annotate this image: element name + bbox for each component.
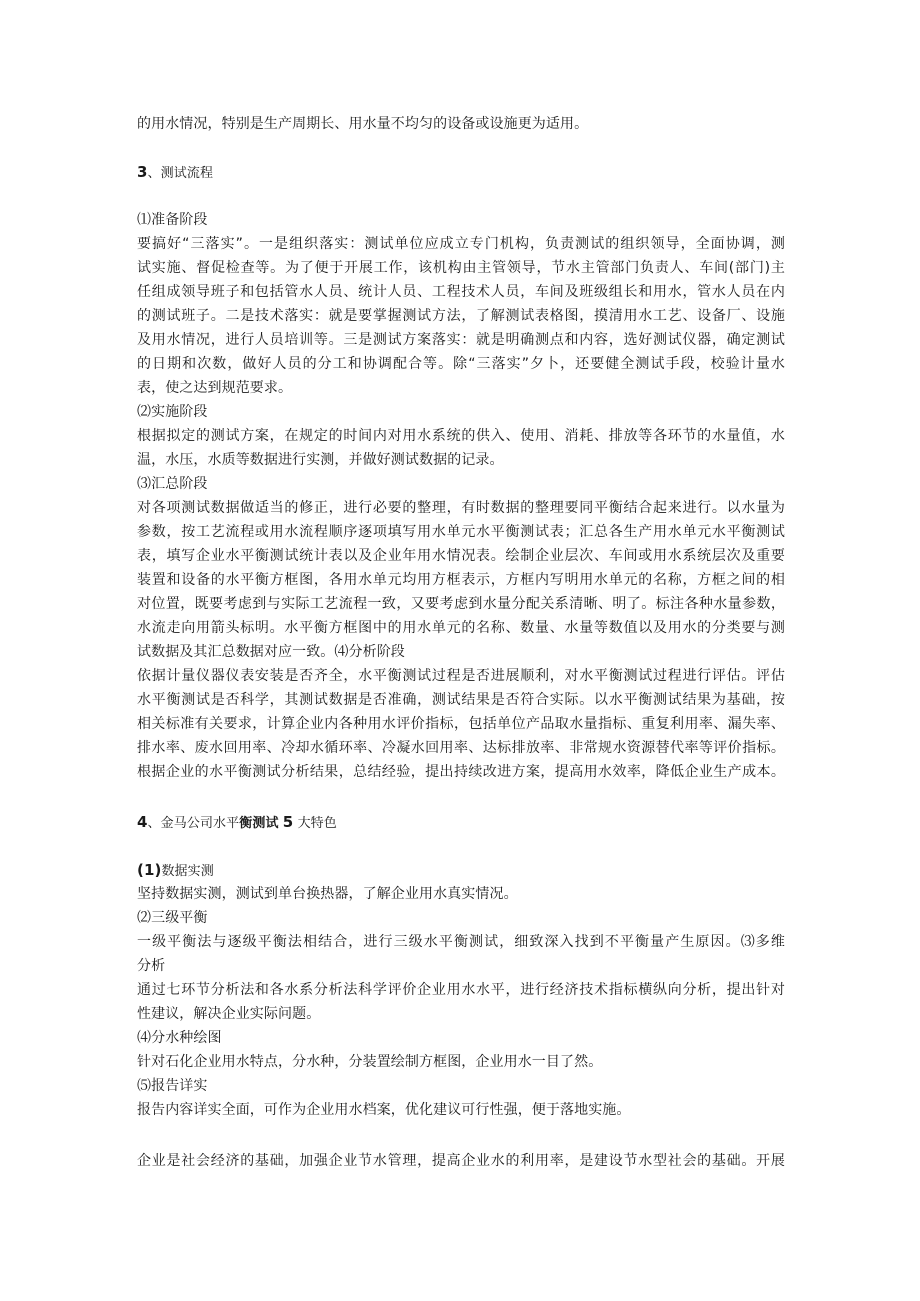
section-4-title-num: 5 [282,813,294,831]
section-3-heading [137,164,213,182]
stage-3-line: 装置和设备的水平衡方框图，各用水单元均用方框表示，方框内写明用水单元的名称，方框之间的相 [137,572,785,588]
stage-3-heading: ⑶汇总阶段 [137,476,208,492]
stage-4-line: 相关标准有关要求，计算企业内各种用水评价指标，包括单位产品取水量指标、重复利用率、漏失率、 [137,716,785,732]
stage-2-line: 温，水压，水质等数据进行实测，并做好测试数据的记录。 [137,452,504,468]
section-3-number: 3 [137,163,148,181]
feature-5-line: 报告内容详实全面，可作为企业用水档案，优化建议可行性强，便于落地实施。 [137,1102,631,1118]
stage-3-line: 对位置，既要考虑到与实际工艺流程一致，又要考虑到水量分配关系清晰、明了。标注各种水量参数， [137,596,785,612]
feature-3-line: 性建议，解决企业实际问题。 [137,1006,321,1022]
stage-4-line: 根据企业的水平衡测试分析结果，总结经验，提出持续改进方案，提高用水效率，降低企业生产成本。 [137,764,785,780]
feature-1-mark: (1) [137,861,162,879]
section-4-title-b: 衡测试 [239,816,279,831]
stage-3-line: 对各项测试数据做适当的修正，进行必要的整理，有时数据的整理要同平衡结合起来进行。以水量为 [137,500,785,516]
feature-2-heading: ⑵三级平衡 [137,910,208,926]
section-4-title-a: 、金马公司水平 [147,816,240,831]
stage-4-line: 排水率、废水回用率、冷却水循环率、冷凝水回用率、达标排放率、非常规水资源替代率等评价指标。 [137,740,785,756]
stage-2-heading: ⑵实施阶段 [137,404,208,420]
stage-4-line: 依据计量仪器仪表安装是否齐全，水平衡测试过程是否进展顺利，对水平衡测试过程进行评估。评估 [137,668,785,684]
stage-4-line: 水平衡测试是否科学，其测试数据是否准确，测试结果是否符合实际。以水平衡测试结果为基础，按 [137,692,785,708]
stage-3-line: 水流走向用箭头标明。水平衡方框图中的用水单元的名称、数量、水量等数值以及用水的分类要与测 [137,620,785,636]
stage-1-line: 任组成领导班子和包括管水人员、统计人员、工程技术人员，车间及班级组长和用水，管水人员在内 [137,284,785,300]
feature-3-heading: 分析 [137,958,166,974]
stage-1-line: 及用水情况，进行人员培训等。三是测试方案落实：就是明确测点和内容，选好测试仪器，确定测试 [137,332,785,348]
section-4-heading [137,814,337,832]
feature-2-line: 一级平衡法与逐级平衡法相结合，进行三级水平衡测试，细致深入找到不平衡量产生原因。⑶多维 [137,934,785,950]
stage-1-line: 要搞好“三落实”。一是组织落实：测试单位应成立专门机构，负责测试的组织领导，全面协调，测 [137,236,785,252]
feature-4-line: 针对石化企业用水特点，分水种，分装置绘制方框图，企业用水一目了然。 [137,1054,603,1070]
feature-1-heading [137,862,214,880]
section-4-title-c: 大特色 [297,816,337,831]
feature-3-line: 通过七环节分析法和各水系分析法科学评价企业用水水平，进行经济技术指标横纵向分析，提出针对 [137,982,785,998]
section-3-title: 、测试流程 [147,166,214,181]
feature-1-line: 坚持数据实测，测试到单台换热器，了解企业用水真实情况。 [137,886,518,902]
stage-1-line: 的日期和次数，做好人员的分工和协调配合等。除“三落实”夕卜，还要健全测试手段，校验计量水 [137,356,785,372]
stage-1-heading: ⑴准备阶段 [137,212,208,228]
stage-3-line: 参数，按工艺流程或用水流程顺序逐项填写用水单元水平衡测试表；汇总各生产用水单元水平衡测试 [137,524,785,540]
stage-2-line: 根据拟定的测试方案，在规定的时间内对用水系统的供入、使用、消耗、排放等各环节的水量值，水 [137,428,785,444]
stage-3-line: 试数据及其汇总数据对应一致。⑷分析阶段 [137,644,405,660]
feature-5-heading: ⑸报告详实 [137,1078,208,1094]
closing-line: 企业是社会经济的基础，加强企业节水管理，提高企业水的利用率，是建设节水型社会的基础。开展 [137,1153,785,1169]
stage-1-line: 的测试班子。二是技术落实：就是要掌握测试方法，了解测试表格图，摸清用水工艺、设备厂、设施 [137,308,785,324]
feature-1-title: 数据实测 [161,864,214,879]
intro-line: 的用水情况，特别是生产周期长、用水量不均匀的设备或设施更为适用。 [137,116,589,132]
stage-3-line: 表，填写企业水平衡测试统计表以及企业年用水情况表。绘制企业层次、车间或用水系统层次及重要 [137,548,785,564]
section-4-number: 4 [137,813,148,831]
stage-1-line: 试实施、督促检查等。为了便于开展工作，该机构由主管领导，节水主管部门负责人、车间(部门)主 [137,260,785,276]
stage-1-line: 表，使之达到规范要求。 [137,380,293,396]
feature-4-heading: ⑷分水种绘图 [137,1030,222,1046]
